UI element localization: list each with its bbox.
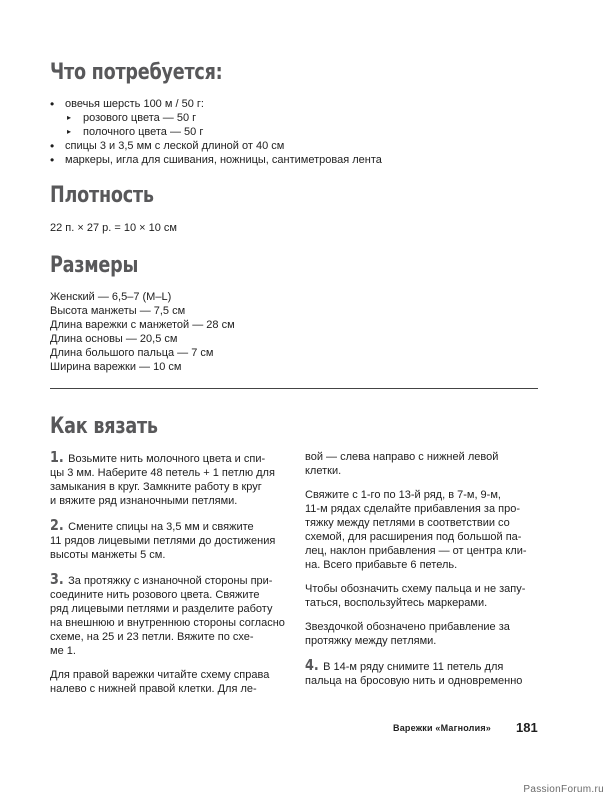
gauge-text: 22 п. × 27 р. = 10 × 10 см bbox=[50, 222, 177, 234]
size-line: Длина основы — 20,5 см bbox=[50, 333, 178, 345]
size-line: Длина варежки с манжетой — 28 см bbox=[50, 319, 235, 331]
step-number: 3. bbox=[50, 570, 64, 588]
gauge-heading: Плотность bbox=[50, 183, 154, 208]
instruction-paragraph: Свяжите с 1-го по 13-й ряд, в 7-м, 9-м, 11-м рядах сделайте прибавления за про- тяжку между петлями в соответствии со схемой, для расширения под большой па- лец, наклон прибавления — от центра кли- на. Всего прибавьте 6 петель. bbox=[305, 489, 527, 571]
step-number: 1. bbox=[50, 448, 64, 466]
sizes-heading: Размеры bbox=[50, 253, 139, 278]
instruction-paragraph: Для правой варежки читайте схему справа налево с нижней правой клетки. Для ле- bbox=[50, 669, 270, 695]
list-item-text: овечья шерсть 100 м / 50 г: bbox=[65, 98, 204, 110]
list-item bbox=[50, 97, 382, 139]
instructions-left-column bbox=[50, 450, 290, 706]
step-number: 2. bbox=[50, 516, 64, 534]
instruction-paragraph: Чтобы обозначить схему пальца и не запу- таться, воспользуйтесь маркерами. bbox=[305, 583, 526, 609]
requirements-heading: Что потребуется: bbox=[50, 60, 223, 85]
sizes-list bbox=[50, 290, 235, 374]
page-number: 181 bbox=[516, 720, 538, 735]
instructions-right-column bbox=[305, 450, 545, 698]
yarn-sublist bbox=[65, 111, 382, 139]
list-item: ▸ полочного цвета — 50 г bbox=[65, 125, 382, 139]
step-paragraph: 1. Возьмите нить молочного цвета и спи- цы 3 мм. Наберите 48 петель + 1 петлю для замыкания в круг. Замкните работу в круг и вяжите ряд изнаночными петлями. bbox=[50, 448, 275, 507]
list-item: • маркеры, игла для сшивания, ножницы, сантиметровая лента bbox=[50, 153, 382, 167]
list-item: ▸ розового цвета — 50 г bbox=[65, 111, 382, 125]
section-divider bbox=[50, 388, 538, 389]
size-line: Длина большого пальца — 7 см bbox=[50, 347, 214, 359]
step-paragraph: 4. В 14-м ряду снимите 11 петель для пальца на бросовую нить и одновременно bbox=[305, 656, 523, 687]
footer-pattern-title: Варежки «Магнолия» bbox=[393, 723, 491, 733]
instruction-paragraph: Звездочкой обозначено прибавление за протяжку между петлями. bbox=[305, 621, 510, 647]
requirements-list bbox=[50, 97, 382, 167]
size-line: Женский — 6,5–7 (M–L) bbox=[50, 291, 172, 303]
step-number: 4. bbox=[305, 656, 319, 674]
list-item: • спицы 3 и 3,5 мм с леской длиной от 40 см bbox=[50, 139, 382, 153]
size-line: Ширина варежки — 10 см bbox=[50, 361, 182, 373]
howto-heading: Как вязать bbox=[50, 414, 158, 439]
size-line: Высота манжеты — 7,5 см bbox=[50, 305, 186, 317]
step-paragraph: 2. Смените спицы на 3,5 мм и свяжите 11 рядов лицевыми петлями до достижения высоты манжеты 5 см. bbox=[50, 516, 276, 561]
instruction-paragraph: вой — слева направо с нижней левой клетки. bbox=[305, 451, 499, 477]
step-paragraph: 3. За протяжку с изнаночной стороны при- соедините нить розового цвета. Свяжите ряд лицевыми петлями и разделите работу на внешнюю и внутреннюю стороны согласно схеме, на 25 и 23 петли. Вяжите по схе- ме 1. bbox=[50, 570, 285, 657]
watermark: PassionForum.ru bbox=[523, 784, 604, 795]
